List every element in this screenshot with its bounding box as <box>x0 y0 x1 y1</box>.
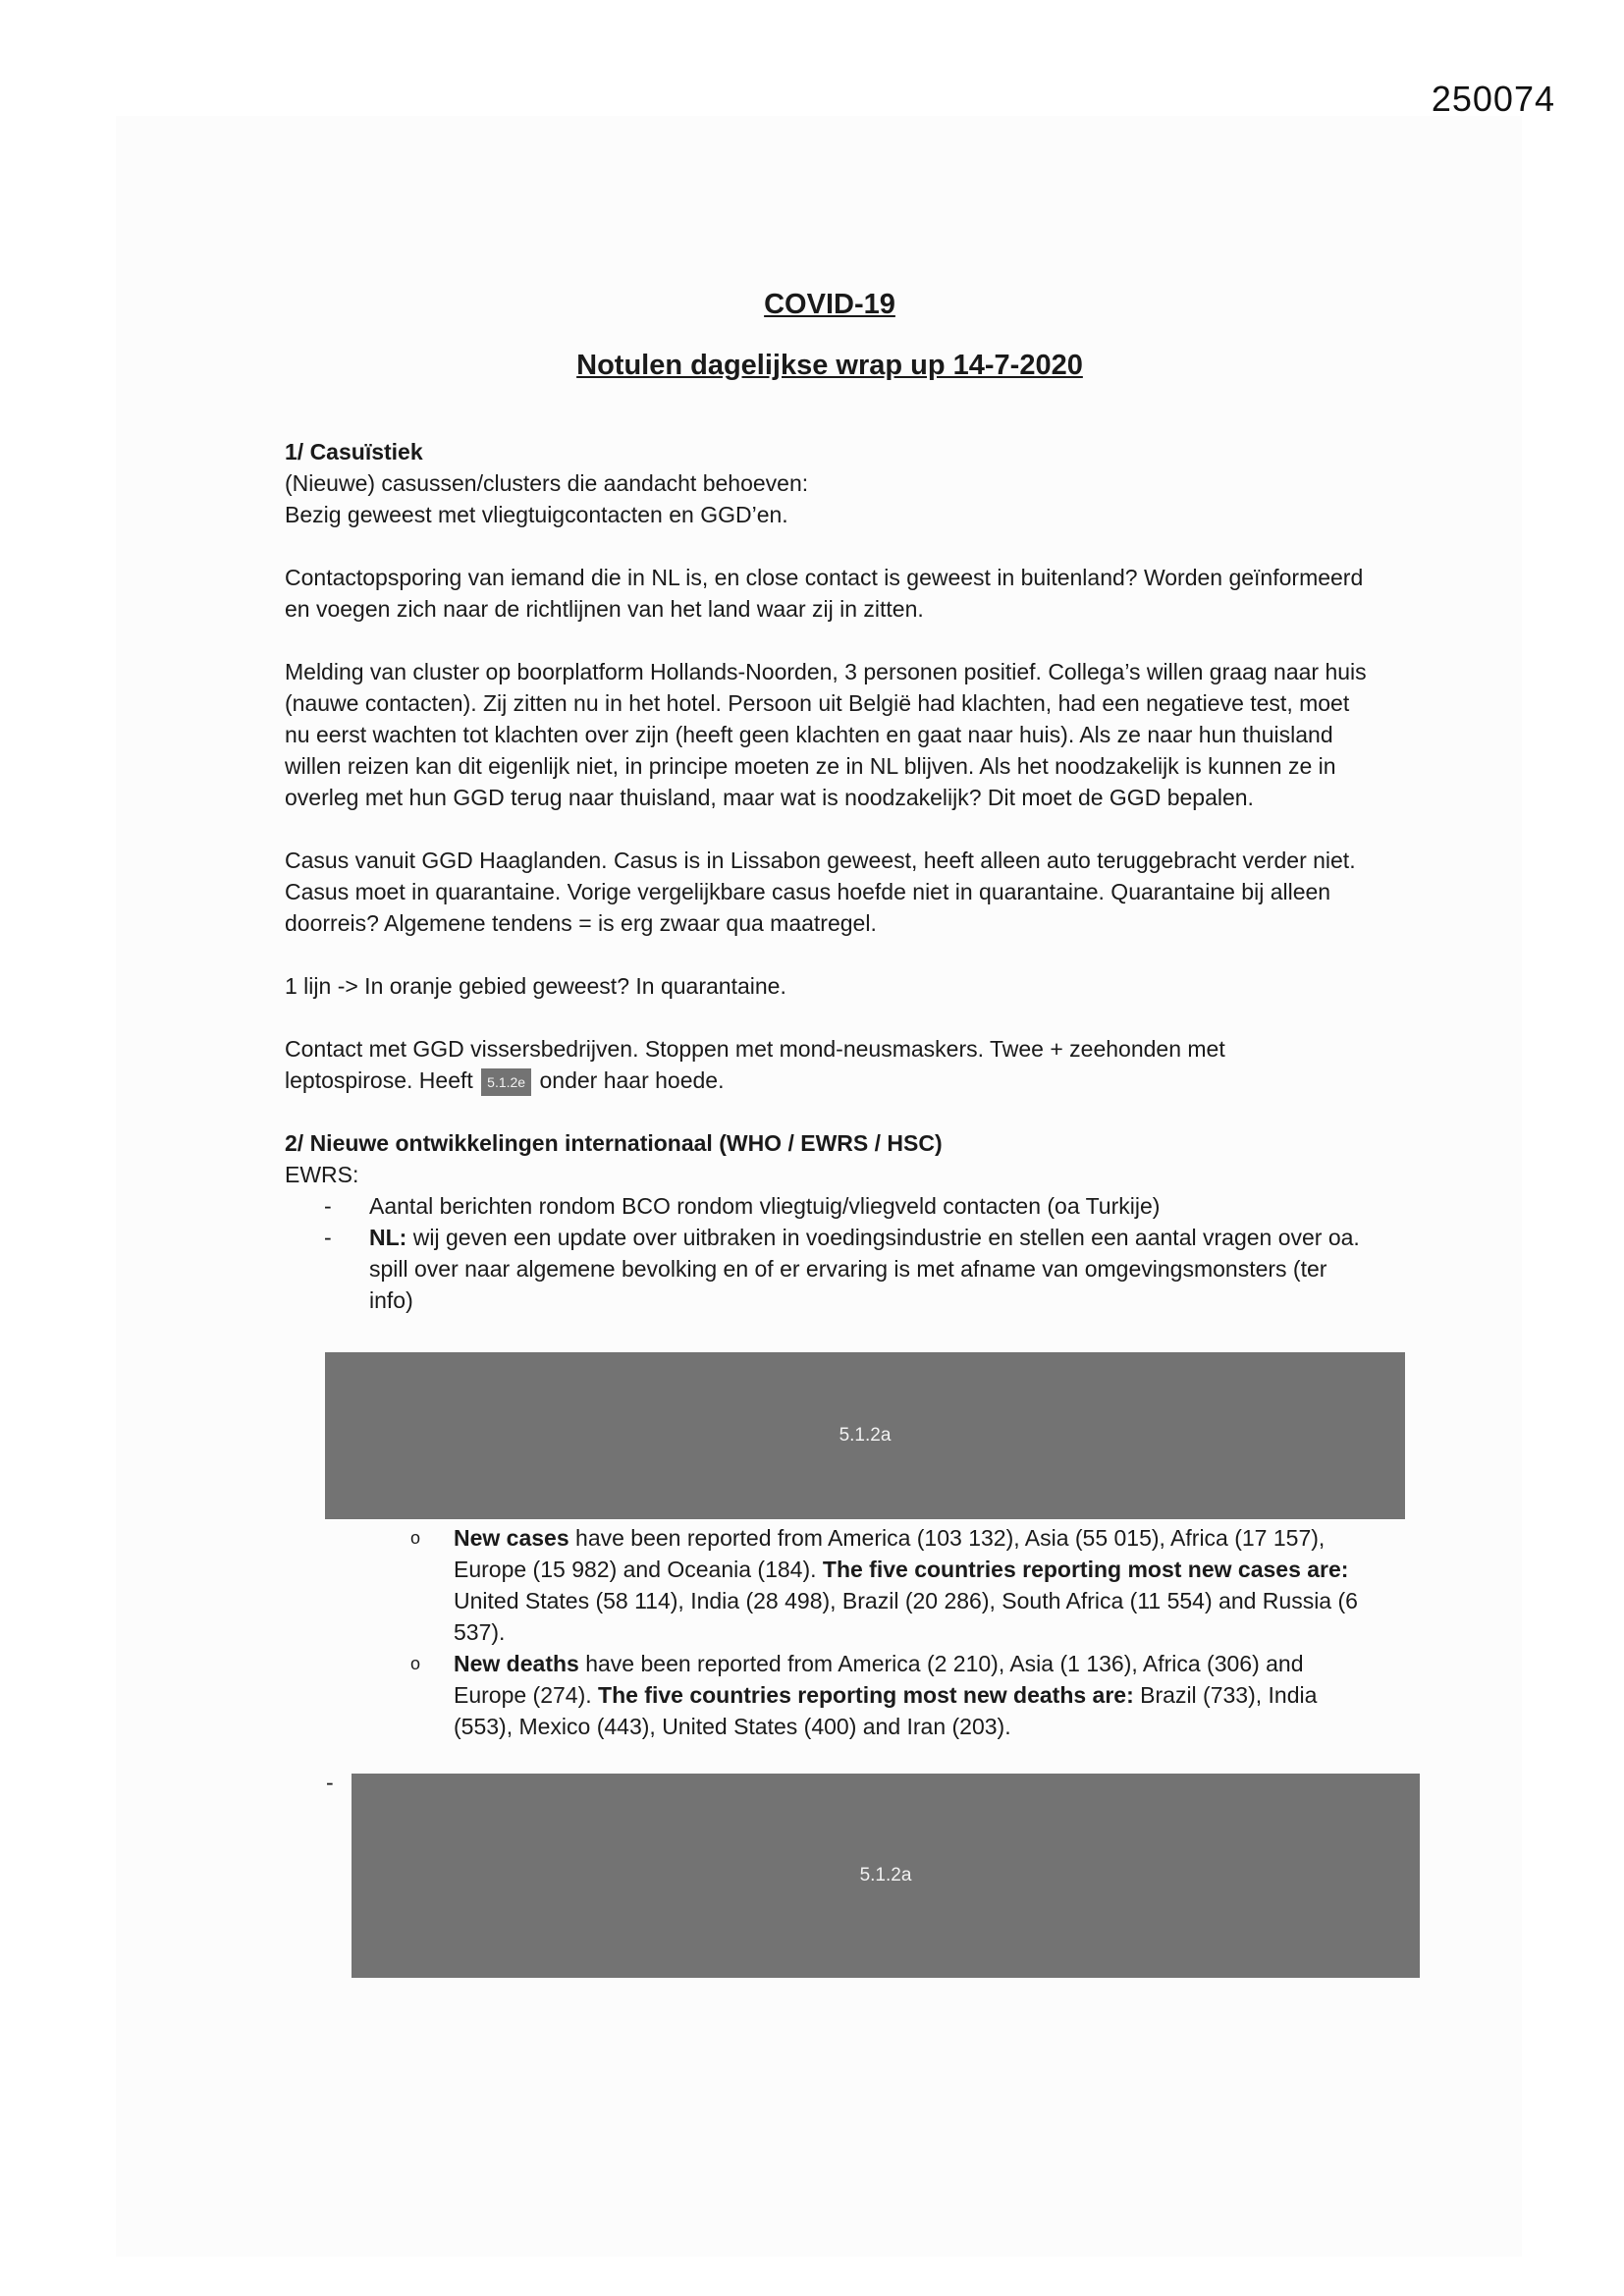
section1-heading: 1/ Casuïstiek <box>285 439 423 465</box>
ecdc-sublist <box>285 1522 1375 1742</box>
section1-para5-line2 <box>285 1065 1375 1096</box>
circle-marker: o <box>410 1528 421 1548</box>
section1-line2: Bezig geweest met vliegtuigcontacten en GGD’en. <box>285 502 788 527</box>
para5-pre: leptospirose. Heeft <box>285 1067 473 1093</box>
new-deaths-text: have been reported from America (2 210), Asia (1 136), Africa (306) and Europe (274). <box>454 1651 1304 1708</box>
new-cases-text: have been reported from America (103 132), Asia (55 015), Africa (17 157), Europe (15 982) and Oceania (184). <box>454 1525 1326 1582</box>
dash-marker: - <box>324 1225 332 1250</box>
section1-line1: (Nieuwe) casussen/clusters die aandacht behoeven: <box>285 470 809 496</box>
section1-para2: Melding van cluster op boorplatform Hollands-Noorden, 3 personen positief. Collega’s willen graag naar huis (nauwe contacten). Zij zitten nu in het hotel. Persoon uit België had klachten, had een negatieve test, moet nu eerst wachten tot klachten over zijn (heeft geen klachten en gaat naar huis). Als ze naar hun thuisland willen reizen kan dit eigenlijk niet, in principe moeten ze in NL blijven. Als het noodzakelijk is kunnen ze in overleg met hun GGD terug naar thuisland, maar wat is noodzakelijk? Dit moet de GGD bepalen. <box>285 659 1367 810</box>
circle-marker: o <box>410 1654 421 1673</box>
section1-para3: Casus vanuit GGD Haaglanden. Casus is in Lissabon geweest, heeft alleen auto teruggebracht verder niet. Casus moet in quarantaine. Vorige vergelijkbare casus hoefde niet in quarantaine. Quarantaine bij alleen doorreis? Algemene tendens = is erg zwaar qua maatregel. <box>285 847 1356 936</box>
ewrs-list <box>285 1190 1375 1316</box>
ewrs-item1: Aantal berichten rondom BCO rondom vliegtuig/vliegveld contacten (oa Turkije) <box>369 1193 1161 1219</box>
dash-marker: - <box>326 1770 334 1795</box>
new-deaths-bold: New deaths <box>454 1651 579 1676</box>
para5-post: onder haar hoede. <box>539 1067 725 1093</box>
list-item <box>285 1648 1375 1742</box>
list-item <box>285 1522 1375 1648</box>
document-number: 250074 <box>1431 79 1555 119</box>
inline-redaction: 5.1.2e <box>481 1068 531 1096</box>
section1-para5-line1: Contact met GGD vissersbedrijven. Stoppen met mond-neusmaskers. Twee + zeehonden met <box>285 1036 1225 1062</box>
list-item <box>285 1222 1375 1316</box>
dash-marker: - <box>324 1193 332 1219</box>
new-cases-text2: United States (58 114), India (28 498), Brazil (20 286), South Africa (11 554) and Russia (6 537). <box>454 1588 1358 1645</box>
new-deaths-bold2: The five countries reporting most new deaths are: <box>598 1682 1134 1708</box>
section1-para4: 1 lijn -> In oranje gebied geweest? In quarantaine. <box>285 973 786 999</box>
new-deaths-text2: Brazil (733), India (553), Mexico (443), United States (400) and Iran (203). <box>454 1682 1318 1739</box>
document-subtitle: Notulen dagelijkse wrap up 14-7-2020 <box>576 350 1083 381</box>
ewrs-item2-text: wij geven een update over uitbraken in voedingsindustrie en stellen een aantal vragen over oa. spill over naar algemene bevolking en of er ervaring is met afname van omgevingsmonsters (ter info) <box>369 1225 1360 1313</box>
section2-heading: 2/ Nieuwe ontwikkelingen internationaal (WHO / EWRS / HSC) <box>285 1130 943 1156</box>
document-body <box>285 285 1375 1742</box>
section1-para1: Contactopsporing van iemand die in NL is, en close contact is geweest in buitenland? Worden geïnformeerd en voegen zich naar de richtlijnen van het land waar zij in zitten. <box>285 565 1364 622</box>
ewrs-item2-bold: NL: <box>369 1225 407 1250</box>
redaction-block: 5.1.2a <box>325 1352 1405 1519</box>
document-title: COVID-19 <box>764 289 895 320</box>
ewrs-label: EWRS: <box>285 1162 359 1187</box>
list-item <box>285 1190 1375 1222</box>
new-cases-bold2: The five countries reporting most new cases are: <box>822 1557 1349 1582</box>
new-cases-bold: New cases <box>454 1525 569 1551</box>
redaction-block: 5.1.2a <box>352 1774 1420 1978</box>
